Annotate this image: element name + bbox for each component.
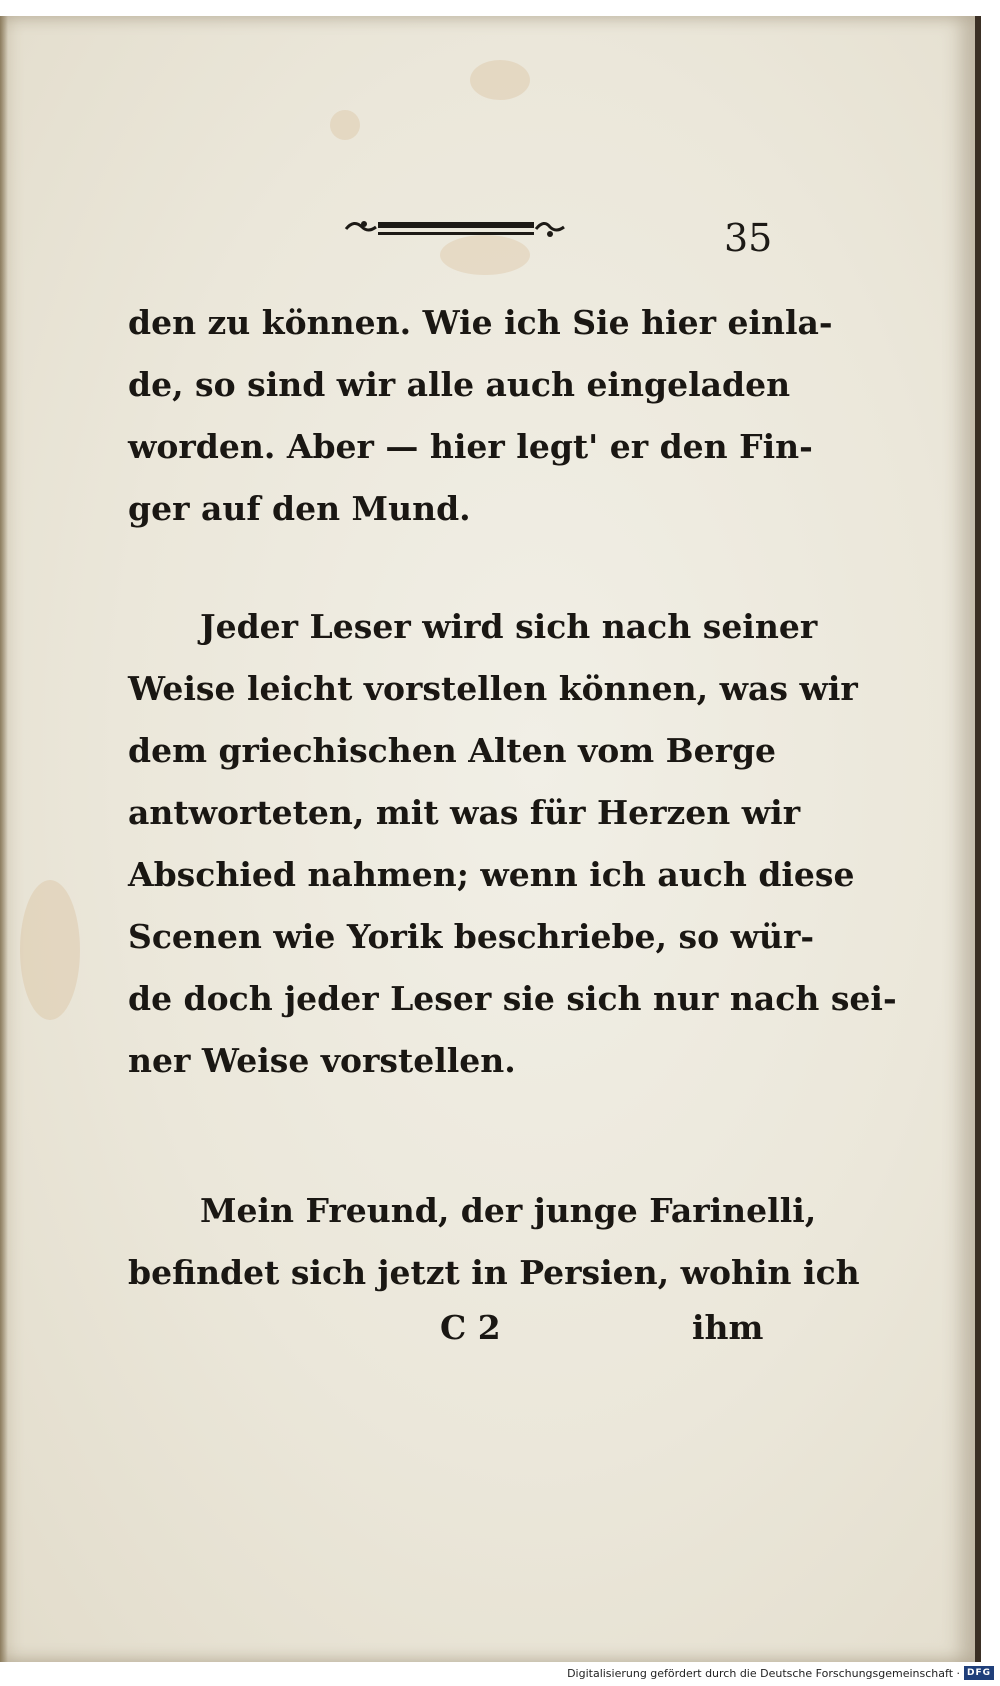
page-gutter-shadow bbox=[0, 16, 8, 1662]
catchword: ihm bbox=[692, 1308, 764, 1347]
dfg-logo-icon: DFG bbox=[964, 1666, 994, 1680]
text-line: de doch jeder Leser sie sich nur nach sei- bbox=[128, 979, 897, 1018]
decorative-rule-ornament-icon bbox=[342, 212, 570, 246]
text-line: Abschied nahmen; wenn ich auch diese bbox=[128, 855, 855, 894]
footer-credit-text: Digitalisierung gefördert durch die Deutsche Forschungsgemeinschaft · bbox=[567, 1667, 960, 1680]
text-line: den zu können. Wie ich Sie hier einla- bbox=[128, 303, 833, 342]
paper-stain bbox=[20, 880, 80, 1020]
text-line: ger auf den Mund. bbox=[128, 489, 471, 528]
text-line: antworteten, mit was für Herzen wir bbox=[128, 793, 801, 832]
signature-mark: C 2 bbox=[440, 1308, 501, 1347]
text-line: de, so sind wir alle auch eingeladen bbox=[128, 365, 791, 404]
text-line: worden. Aber — hier legt' er den Fin- bbox=[128, 427, 813, 466]
text-line: Scenen wie Yorik beschriebe, so wür- bbox=[128, 917, 815, 956]
text-line: Weise leicht vorstellen können, was wir bbox=[128, 669, 858, 708]
text-line: ner Weise vorstellen. bbox=[128, 1041, 516, 1080]
page-number: 35 bbox=[724, 216, 773, 260]
paragraph-3 bbox=[128, 1180, 860, 1304]
paragraph-2 bbox=[128, 596, 897, 1092]
text-line: Mein Freund, der junge Farinelli, bbox=[200, 1191, 817, 1230]
text-line: Jeder Leser wird sich nach seiner bbox=[200, 607, 818, 646]
text-line: dem griechischen Alten vom Berge bbox=[128, 731, 777, 770]
paragraph-1 bbox=[128, 292, 833, 540]
paper-stain bbox=[330, 110, 360, 140]
text-line: befindet sich jetzt in Persien, wohin ich bbox=[128, 1253, 860, 1292]
paper-stain bbox=[470, 60, 530, 100]
